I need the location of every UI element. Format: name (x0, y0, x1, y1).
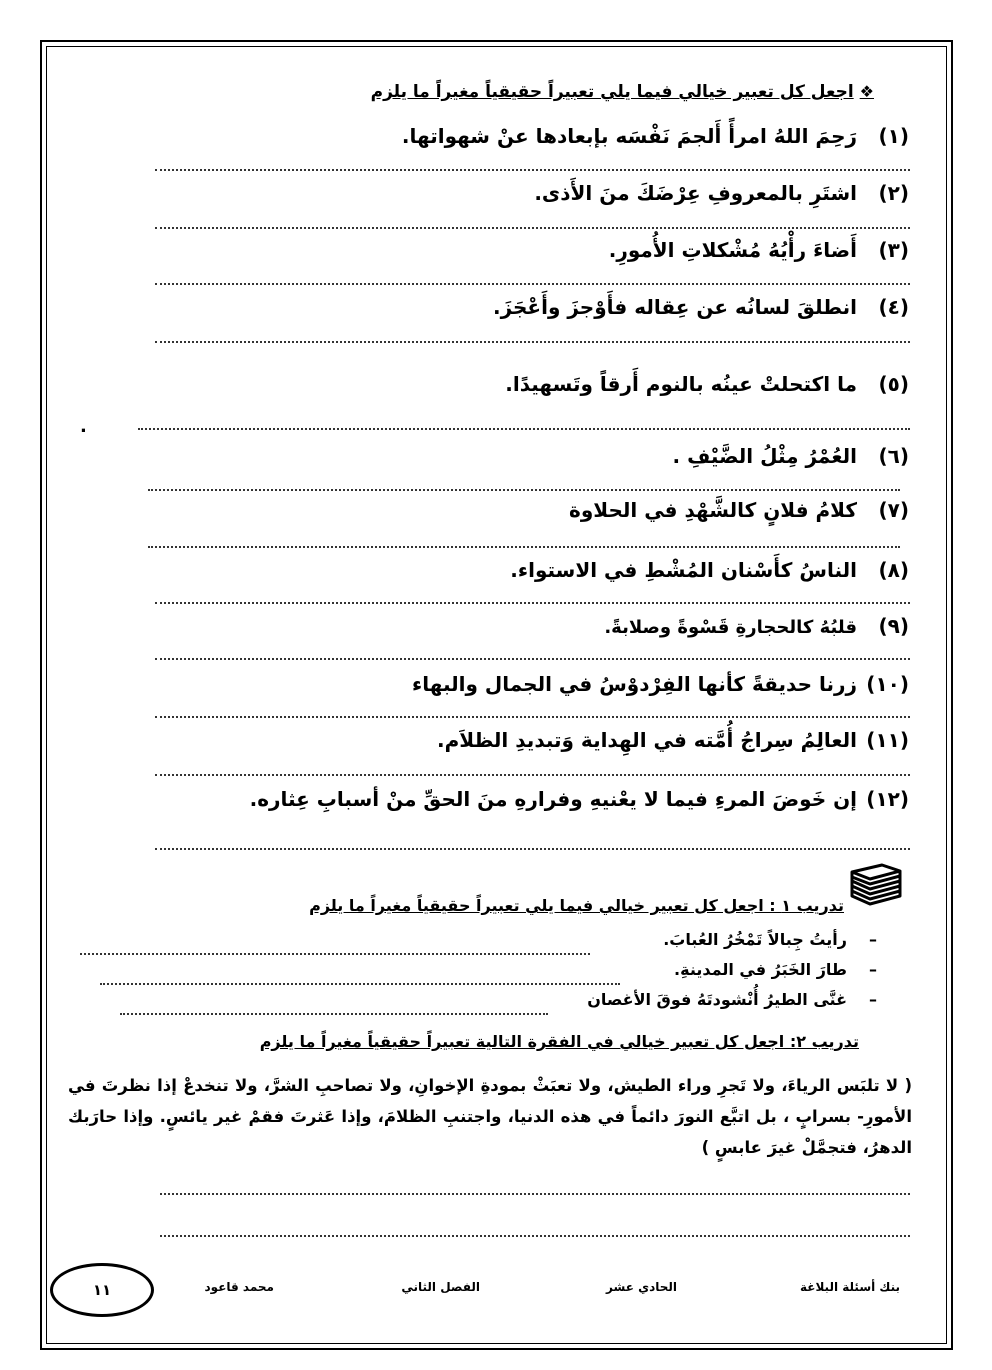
answer-line[interactable] (155, 169, 910, 171)
answer-line[interactable] (148, 546, 900, 548)
item-text: العالِمُ سِراجُ أُمَّته في الهِداية وَتبديدِ الظلاَم. (437, 728, 857, 752)
answer-line[interactable] (155, 341, 910, 343)
training1-item-3 (587, 990, 877, 1009)
exercise-item-3 (609, 238, 909, 262)
item-number: (١٠) (866, 672, 909, 696)
item-number: (٧) (878, 498, 909, 522)
answer-line[interactable] (148, 489, 900, 491)
exercise-item-10 (412, 672, 909, 696)
footer-author: محمد قاعود (204, 1280, 274, 1294)
item-number: (٢) (878, 181, 909, 205)
footer-term: الفصل الثاني (401, 1280, 480, 1294)
answer-line[interactable] (138, 428, 910, 430)
answer-line[interactable] (155, 227, 910, 229)
item-text: رَحِمَ اللهُ امرأً أَلجمَ نَفْسَه بإبعادها عنْ شهواتها. (401, 124, 857, 148)
answer-line[interactable] (155, 848, 910, 850)
stray-dot: . (80, 416, 87, 437)
item-text: اشتَرِ بالمعروفِ عِرْضَكَ منَ الأَذى. (534, 181, 857, 205)
exercise-item-9 (604, 614, 909, 638)
item-number: (١١) (866, 728, 909, 752)
page-number-badge (50, 1263, 154, 1317)
item-text: أَضاءَ رأْيُهُ مُشْكلاتِ الأُمورِ. (608, 238, 857, 262)
item-number: (٩) (878, 614, 909, 638)
answer-line[interactable] (80, 953, 590, 955)
item-number: (٤) (878, 295, 909, 319)
exercise-item-1 (402, 124, 909, 148)
footer-grade: الحادي عشر (606, 1280, 677, 1294)
exercise-item-5 (505, 372, 909, 396)
answer-line[interactable] (120, 1013, 548, 1015)
dash-marker: – (869, 930, 877, 949)
item-text: العُمْرُ مِثْلُ الضَّيْفِ . (672, 444, 857, 468)
training1-heading: تدريب ١ : اجعل كل تعبير خيالي فيما يلي تعبيراً حقيقياً مغيراً ما يلزم (309, 896, 844, 915)
training1-item-text: رأيتُ جِبالاً تَمْخُرُ العُبابَ. (663, 930, 847, 949)
section1-heading (371, 82, 874, 102)
dash-marker: – (869, 960, 877, 979)
training1-item-2 (674, 960, 877, 979)
diamond-bullet-icon: ❖ (859, 82, 874, 101)
footer-bank-title: بنك أسئلة البلاغة (799, 1280, 900, 1294)
item-number: (٥) (878, 372, 909, 396)
item-number: (٨) (878, 558, 909, 582)
exercise-item-2 (534, 181, 909, 205)
training1-item-text: غنَّى الطيرُ أُنْشودتَهُ فوقَ الأغصان (587, 990, 847, 1009)
answer-line[interactable] (160, 1193, 910, 1195)
answer-line[interactable] (155, 283, 910, 285)
answer-line[interactable] (155, 716, 910, 718)
section1-heading-text: اجعل كل تعبير خيالي فيما يلي تعبيراً حقيقياً مغيراً ما يلزم (370, 82, 854, 102)
exercise-item-12 (250, 787, 909, 811)
answer-line[interactable] (155, 658, 910, 660)
item-number: (٦) (878, 444, 909, 468)
exercise-item-4 (493, 295, 909, 319)
answer-line[interactable] (155, 602, 910, 604)
item-text: الناسُ كأَسْنان المُشْطِ في الاستواء. (510, 558, 857, 582)
books-icon (846, 862, 904, 906)
item-number: (١) (878, 124, 909, 148)
exercise-item-6 (673, 444, 909, 468)
item-text: إن خَوضَ المرءِ فيما لا يعْنيهِ وفرارهِ منَ الحقِّ منْ أسبابِ عِثاره. (249, 787, 857, 811)
item-text: زرنا حديقةً كأنها الفِرْدوْسُ في الجمال والبهاء (412, 672, 857, 696)
item-text: قلبُهُ كالحجارةِ قَسْوةً وصلابةً. (604, 617, 857, 638)
exercise-item-7 (569, 498, 909, 522)
item-number: (٣) (878, 238, 909, 262)
training1-item-text: طارَ الخَبَرُ في المدينةِ. (674, 960, 847, 979)
training2-paragraph: ( لا تلبَس الرياءَ، ولا تَجرِ وراء الطيش، ولا تعبَثْ بمودةِ الإخوانِ، ولا تصاحبِ الشرَّ، ولا تنخدعْ إذا نظرتَ في الأمورِ- بسرابٍ ، بل اتبَّع النورَ دائماً في هذه الدنيا، واجتنبِ الظلامَ، وإذا عَثرتَ فقمْ غير يائسٍ. وإذا حارَبك الدهرُ، فتجمَّلْ غيرَ عابسٍ ) (68, 1076, 912, 1157)
dash-marker: – (869, 990, 877, 1009)
answer-line[interactable] (160, 1235, 910, 1237)
answer-line[interactable] (100, 983, 620, 985)
item-text: كلامُ فلانٍ كالشَّهْدِ في الحلاوة (569, 498, 857, 522)
page-number: ١١ (92, 1281, 112, 1299)
training1-item-1 (663, 930, 877, 949)
exercise-item-11 (437, 728, 909, 752)
item-text: انطلقَ لسانُه عن عِقاله فأَوْجزَ وأَعْجَزَ. (492, 295, 857, 319)
answer-line[interactable] (155, 774, 910, 776)
item-text: ما اكتحلتْ عينُه بالنوم أَرقاً وتَسهيدًا. (505, 372, 857, 396)
item-number: (١٢) (866, 787, 909, 811)
training2-heading: تدريب ٢: اجعل كل تعبير خيالي في الفقرة التالية تعبيراً حقيقياً مغيراً ما يلزم (259, 1032, 859, 1051)
exercise-item-8 (510, 558, 909, 582)
